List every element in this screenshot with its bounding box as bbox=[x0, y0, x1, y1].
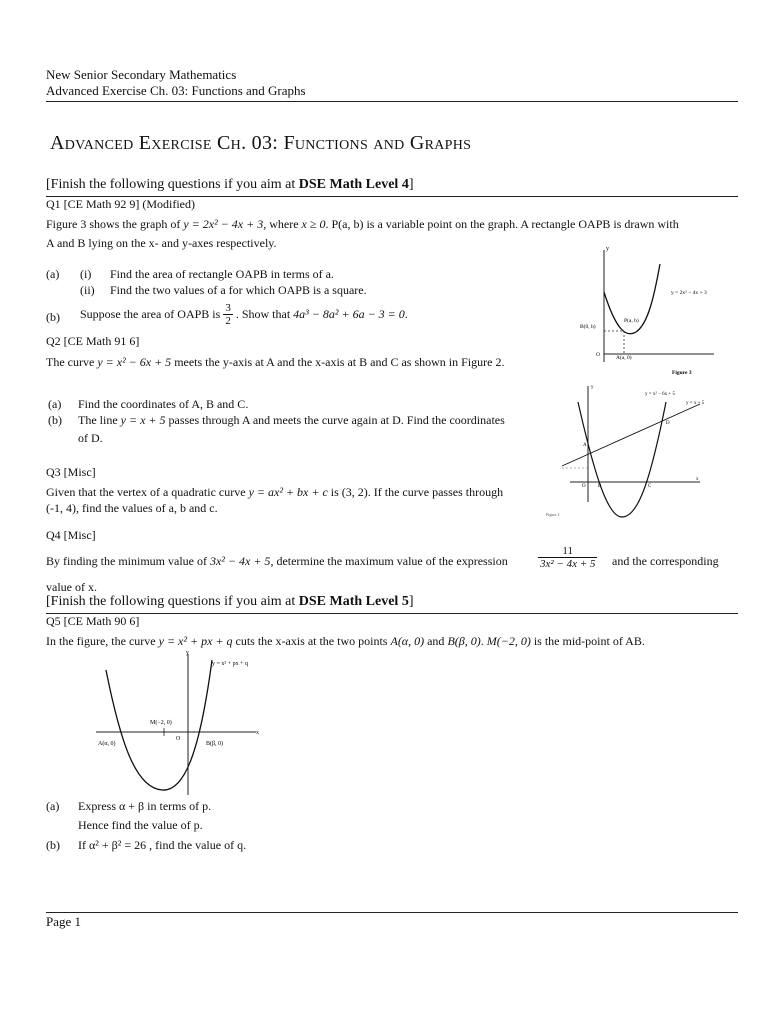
q5-a-text-1: Express α + β in terms of p. bbox=[78, 799, 212, 813]
q2-b-text-1: The line y = x + 5 passes through A and meets the curve again at D. Find the coordinates bbox=[78, 413, 505, 427]
q5-b-text: If α² + β² = 26 , find the value of q. bbox=[78, 838, 247, 852]
q1-a-ii-label: (ii) bbox=[80, 283, 95, 297]
q5-a-text-2: Hence find the value of p. bbox=[78, 818, 203, 832]
q1-line-1: Figure 3 shows the graph of y = 2x² − 4x + 3, where x ≥ 0. P(a, b) is a variable point on the graph. A rectangle OAPB is drawn with bbox=[46, 217, 679, 231]
fig5-curve-label: y = x² + px + q bbox=[212, 661, 248, 667]
fig2-line bbox=[562, 404, 700, 466]
q4-line-1-end: and the corresponding bbox=[612, 554, 719, 568]
q5-line-1: In the figure, the curve y = x² + px + q cuts the x-axis at the two points A(α, 0) and B(β, 0). M(−2, 0) is the mid-point of AB. bbox=[46, 634, 645, 648]
q2-label: Q2 [CE Math 91 6] bbox=[46, 334, 140, 348]
page-title: Advanced Exercise Ch. 03: Functions and Graphs bbox=[50, 132, 472, 154]
fig5-x-label: x bbox=[256, 730, 259, 736]
figure-2-graph bbox=[540, 382, 710, 522]
q4-line-1: By finding the minimum value of 3x² − 4x + 5, determine the maximum value of the expression bbox=[46, 554, 508, 568]
q1-b-label: (b) bbox=[46, 310, 60, 324]
q1-line-2: A and B lying on the x- and y-axes respectively. bbox=[46, 236, 277, 250]
header-rule bbox=[46, 101, 738, 102]
q4-line-2: value of x. bbox=[46, 580, 97, 594]
fig2-D-label: D bbox=[666, 421, 670, 426]
page-number: Page 1 bbox=[46, 914, 82, 929]
fig3-B-label: B(0, b) bbox=[580, 324, 596, 330]
fig3-y-label: y bbox=[606, 246, 609, 252]
fig3-curve-label: y = 2x² − 4x + 3 bbox=[671, 290, 707, 296]
q5-label: Q5 [CE Math 90 6] bbox=[46, 614, 140, 628]
q4-label: Q4 [Misc] bbox=[46, 528, 96, 542]
q2-line-1: The curve y = x² − 6x + 5 meets the y-axis at A and the x-axis at B and C as shown in Figure 2. bbox=[46, 355, 505, 369]
q3-label: Q3 [Misc] bbox=[46, 465, 96, 479]
q5-b-label: (b) bbox=[46, 838, 60, 852]
fig2-curve bbox=[578, 402, 666, 517]
section-level-5-heading: [Finish the following questions if you aim at DSE Math Level 5] bbox=[46, 594, 414, 609]
q4-fraction: $\frac{11}{\text{3x² − 4x + 5}}$ bbox=[540, 545, 596, 570]
q1-a-label: (a) bbox=[46, 267, 60, 281]
figure-3-graph bbox=[568, 242, 718, 377]
q3-line-1: Given that the vertex of a quadratic curve y = ax² + bx + c is (3, 2). If the curve passes through bbox=[46, 485, 504, 499]
fig2-A-label: A bbox=[583, 443, 587, 448]
q2-a-label: (a) bbox=[48, 397, 62, 411]
fig3-A-label: A(a, 0) bbox=[616, 355, 632, 361]
q2-a-text: Find the coordinates of A, B and C. bbox=[78, 397, 249, 411]
fig3-caption: Figure 3 bbox=[672, 370, 692, 376]
q1-a-i-text: Find the area of rectangle OAPB in terms of a. bbox=[110, 267, 334, 281]
header-line-1: New Senior Secondary Mathematics bbox=[46, 67, 237, 82]
header-line-2: Advanced Exercise Ch. 03: Functions and Graphs bbox=[46, 83, 306, 98]
q1-b-fraction: $\frac{3}{2}$ bbox=[225, 302, 231, 327]
section-2-rule bbox=[46, 613, 738, 614]
q2-b-label: (b) bbox=[48, 413, 62, 427]
fig5-A-label: A(α, 0) bbox=[98, 741, 116, 747]
q3-line-2: (-1, 4), find the values of a, b and c. bbox=[46, 501, 218, 515]
fig2-curve-label: y = x² − 6x + 5 bbox=[645, 392, 675, 397]
q1-label: Q1 [CE Math 92 9] (Modified) bbox=[46, 197, 195, 211]
section-level-4-heading: [Finish the following questions if you aim at DSE Math Level 4] bbox=[46, 177, 414, 192]
fig3-P-label: P(a, b) bbox=[624, 318, 639, 324]
fig2-C-label: C bbox=[648, 484, 652, 489]
q5-a-label: (a) bbox=[46, 799, 60, 813]
fig5-M-label: M(−2, 0) bbox=[150, 720, 172, 726]
fig2-x-label: x bbox=[696, 477, 699, 482]
figure-q5-graph bbox=[90, 650, 280, 800]
fig2-caption: Figure 2 bbox=[546, 512, 560, 517]
fig2-O-label: O bbox=[582, 484, 586, 489]
fig2-y-label: y bbox=[591, 385, 594, 390]
fig2-B-label: B bbox=[598, 484, 602, 489]
q1-a-ii-text: Find the two values of a for which OAPB is a square. bbox=[110, 283, 367, 297]
fig2-line-label: y = x + 5 bbox=[686, 401, 705, 406]
fig5-O-label: O bbox=[176, 736, 181, 742]
q2-b-text-2: of D. bbox=[78, 431, 103, 445]
fig5-B-label: B(β, 0) bbox=[206, 741, 224, 747]
fig3-O-label: O bbox=[596, 352, 600, 358]
fig5-y-label: y bbox=[186, 650, 189, 656]
footer-rule bbox=[46, 912, 738, 913]
q1-b-text: Suppose the area of OAPB is $\frac{3}{2}$ . Show that 4a³ − 8a² + 6a − 3 = 0. bbox=[80, 302, 408, 327]
q1-a-i-label: (i) bbox=[80, 267, 92, 281]
